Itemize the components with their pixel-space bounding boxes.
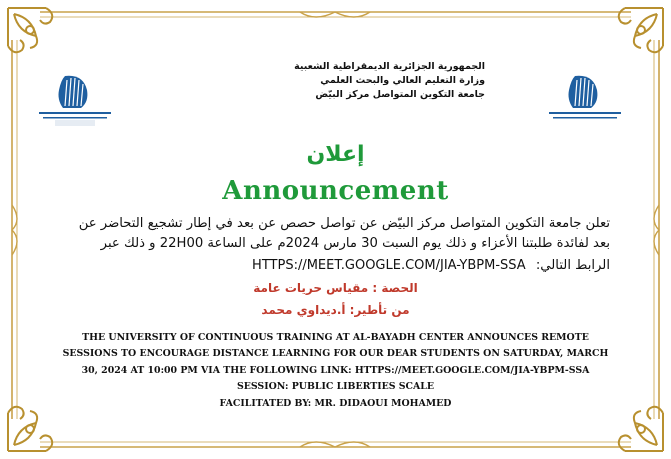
university-logo-right	[545, 72, 625, 130]
english-facilitator-line: FACILITATED BY: MR. DIDAOUI MOHAMED	[219, 397, 452, 409]
english-session-line: SESSION: PUBLIC LIBERTIES SCALE	[236, 381, 435, 393]
title-arabic: إعلان	[306, 142, 365, 167]
link-label-arabic: الرابط التالي:	[535, 258, 610, 273]
header-ministry: وزارة التعليم العالي والبحث العلمي	[320, 75, 485, 86]
arabic-body-line-1: تعلن جامعة التكوين المتواصل مركز البيّض عن تواصل حصص عن بعد في إطار تشجيع التحاضر عن	[78, 216, 610, 231]
arabic-body-line-2: بعد لفائدة طلبتنا الأعزاء و ذلك يوم السبت 30 مارس 2024م على الساعة 22H00 و ذلك عبر	[100, 236, 610, 251]
title-english: Announcement	[222, 176, 449, 206]
header-university: جامعة التكوين المتواصل مركز البيّض	[315, 89, 485, 100]
header-republic: الجمهورية الجزائرية الديمقراطية الشعبية	[294, 61, 485, 72]
session-arabic: الحصة : مقياس حريات عامة	[253, 281, 418, 295]
arabic-announcement-body	[70, 214, 610, 254]
corner-ornament-top-left	[8, 8, 52, 52]
english-announcement-body	[40, 330, 631, 412]
university-logo-icon	[545, 72, 625, 130]
meeting-link[interactable]: HTTPS://MEET.GOOGLE.COM/JIA-YBPM-SSA	[252, 258, 526, 273]
university-logo-left	[35, 72, 115, 130]
english-body-line-1: THE UNIVERSITY OF CONTINUOUS TRAINING AT AL-BAYADH CENTER ANNOUNCES REMOTE	[82, 332, 589, 343]
trainer-arabic: من تأطير: أ.ديداوي محمد	[261, 303, 410, 317]
arabic-link-line	[60, 256, 610, 276]
english-body-line-3: 30, 2024 AT 10:00 PM VIA THE FOLLOWING LINK: HTTPS://MEET.GOOGLE.COM/JIA-YBPM-SSA	[81, 364, 590, 376]
institution-header	[200, 60, 485, 102]
university-logo-icon	[35, 72, 115, 130]
english-body-line-2: SESSIONS TO ENCOURAGE DISTANCE LEARNING FOR OUR DEAR STUDENTS ON SATURDAY, MARCH	[62, 348, 609, 360]
